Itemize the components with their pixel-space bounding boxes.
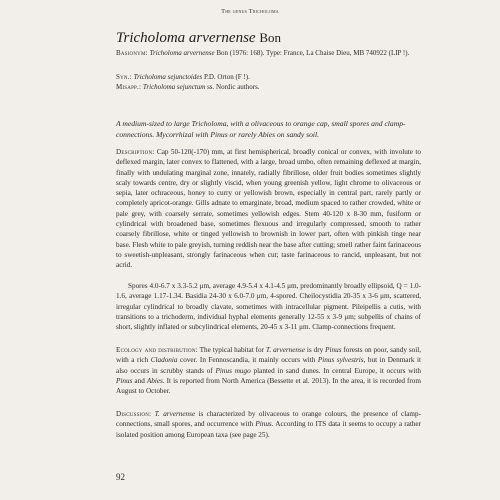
discussion-text: . According to ITS data it seems to occupy a rather isolated position among European taxa (see page 25).: [116, 420, 421, 439]
species-author: Bon: [259, 30, 281, 45]
species-title: [116, 30, 281, 47]
ecology-taxon: T. arvernense: [265, 346, 306, 354]
misapplied-name: Tricholoma sejunctum: [142, 83, 206, 91]
running-head: The genus Tricholoma: [221, 8, 279, 15]
discussion-paragraph: [116, 409, 421, 440]
discussion-text: is characterized by olivaceous to orange colours, the presence of clamp-connections, small spores, and occurrence with: [116, 410, 421, 429]
ecology-text: The typical habitat for: [197, 346, 266, 354]
synonym-line: [116, 72, 421, 82]
ecology-taxon: Pinus mugo: [215, 366, 251, 375]
ecology-text: cover. In Fennoscandia, it mainly occurs with: [177, 356, 318, 365]
basionym-line: [116, 48, 421, 58]
description-text: Cap 50-120(-170) mm, at first hemispherical, broadly conical or convex, with involute to deflexed margin, later convex to flattened, with a large, broad umbo, often remaining deflexed at margin, finally with undulating marginal zone, innately, radially fibrillose, older fruit bodies sometimes slightly scaly towards centre, dry or slightly viscid, when young greenish yellow, light chrome to olivaceous or sepia, later ochraceous, honey to curry or yellowish brown, especially in central part, rarely partly or completely apricot-orange. Gills adnate to emarginate, broad, medium spaced to rather crowded, white or pale grey, with coarsely serrate, sometimes yellowish edges. Stem 40-120 x 8-30 mm, fusiform or cylindrical with broadened base, sometimes flexuous and irregularly compressed, smooth to rather coarsely fibrillose, white or tinged yellowish to brownish in lower part, often with pinkish tinge near base. Flesh white to pale greyish, turning reddish near the base after cutting; smell rather faint farinaceous to sweetish-unpleasant, strongly farinaceous when cut; taste farinaceous to rancid, unpleasant, but not acrid.: [116, 148, 421, 270]
ecology-taxon: Pinus sylvestris: [317, 356, 364, 365]
ecology-paragraph: [116, 345, 421, 396]
misapplied-line: [116, 82, 421, 92]
page-number: 92: [116, 472, 125, 482]
ecology-taxon: Cladonia: [150, 356, 178, 365]
basionym-rest: Bon (1976: 168). Type: France, La Chaise Dieu, MB 740922 (LIP !).: [214, 49, 410, 57]
basionym-label: Basionym:: [116, 49, 148, 57]
basionym-name: Tricholoma arvernense: [149, 49, 215, 57]
description-paragraph: [116, 147, 421, 271]
ecology-text: planted in sand dunes. In central Europe, it occurs with: [250, 366, 422, 375]
ecology-taxon: Pinus: [325, 346, 342, 354]
ecology-text: , but in Denmark it also occurs in scrubby stands of: [116, 356, 421, 375]
misapplied-label: Misapp.:: [116, 83, 142, 91]
synonym-rest: P.D. Orton (F !).: [202, 73, 250, 81]
description-label: Description:: [116, 148, 155, 156]
ecology-text: and: [132, 376, 147, 385]
ecology-text: is dry: [305, 346, 326, 354]
synonym-label: Syn.:: [116, 73, 132, 81]
ecology-text: . It is reported from North America (Bessette et al. 2013). In the area, it is recorded from August to October.: [116, 376, 421, 396]
misapplied-rest: ss. Nordic authors.: [205, 83, 260, 91]
synonym-name: Tricholoma sejunctoides: [133, 73, 203, 81]
ecology-text: forests on poor, sandy soil, with a rich: [116, 346, 421, 365]
spores-paragraph: Spores 4.0-6.7 x 3.3-5.2 μm, average 4.9-5.4 x 4.1-4.5 μm, predominantly broadly ellipsoid, Q = 1.0-1.6, average 1.17-1.34. Basidia 24-30 x 6.0-7.0 μm, 4-spored. Cheilocystidia 20-35 x 3-6 μm, scattered, irregular cylindrical to broadly clavate, sometimes with intracellular pigment. Pileipellis a cutis, with transitions to a trichoderm, individual hyphal elements generally 12-55 x 3-9 μm; subpellis of chains of short, slightly inflated or subcylindrical elements, 20-45 x 3-11 μm. Clamp-connections frequent.: [116, 282, 421, 332]
ecology-taxon: Abies: [146, 376, 163, 385]
species-name: Tricholoma arvernense: [116, 30, 256, 46]
discussion-taxon: Pinus: [255, 420, 272, 429]
ecology-label: Ecology and distribution:: [116, 346, 198, 354]
ecology-taxon: Pinus: [116, 376, 133, 385]
discussion-taxon: T. arvernense: [154, 410, 196, 418]
intro-paragraph: A medium-sized to large Tricholoma, with a olivaceous to orange cap, small spores and clamp-connections. Mycorrhizal with Pinus or rarely Abies on sandy soil.: [116, 119, 406, 139]
discussion-label: Discussion:: [116, 410, 152, 418]
